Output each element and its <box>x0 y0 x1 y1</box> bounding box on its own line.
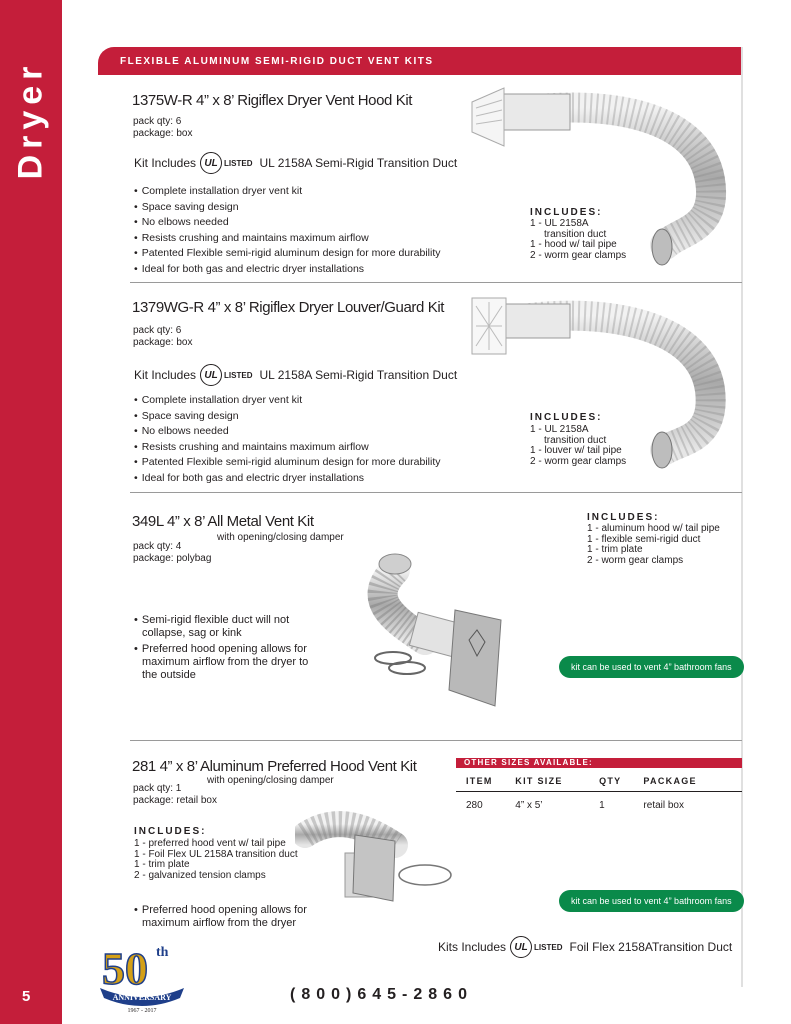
svg-text:1967 - 2017: 1967 - 2017 <box>127 1008 157 1014</box>
list-item: • Complete installation dryer vent kit <box>134 184 441 200</box>
kit-includes <box>134 152 457 174</box>
bathroom-fan-note: kit can be used to vent 4” bathroom fans <box>559 656 744 678</box>
list-item: 1 - louver w/ tail pipe <box>530 445 622 456</box>
list-item: 2 - worm gear clamps <box>530 455 627 467</box>
product-title: 349L 4” x 8’ All Metal Vent Kit <box>132 513 314 530</box>
list-item: • No elbows needed <box>134 215 441 231</box>
list-item: 1 - flexible semi-rigid duct <box>587 533 701 545</box>
table-header: ITEM KIT SIZE QTY PACKAGE <box>456 776 742 792</box>
list-item: • Complete installation dryer vent kit <box>134 393 441 409</box>
includes-list <box>587 524 720 566</box>
product-title: 281 4” x 8’ Aluminum Preferred Hood Vent Kit <box>132 758 417 775</box>
sidebar-title: Dryer <box>11 60 50 180</box>
product-title: 1375W-R 4” x 8’ Rigiflex Dryer Vent Hood Kit <box>132 92 413 109</box>
list-item: • Ideal for both gas and electric dryer installations <box>134 471 441 487</box>
list-item: transition duct <box>544 434 607 446</box>
phone-number: (800)645-2860 <box>290 986 473 1003</box>
ul-listed-icon: UL LISTED <box>200 364 255 386</box>
section-divider <box>130 740 742 741</box>
vent-hood-kit-image <box>470 80 742 280</box>
list-item: transition duct <box>544 228 607 240</box>
feature-list <box>134 614 324 685</box>
list-item: 2 - worm gear clamps <box>587 554 684 566</box>
package-type: package: box <box>133 128 193 139</box>
pack-qty: pack qty: 4 <box>133 541 182 552</box>
list-item: • Space saving design <box>134 200 441 216</box>
package-type: package: polybag <box>133 553 212 564</box>
list-item: • Space saving design <box>134 409 441 425</box>
includes-heading: INCLUDES: <box>530 412 603 423</box>
louver-guard-kit-image <box>470 290 742 480</box>
list-item: • No elbows needed <box>134 424 441 440</box>
all-metal-vent-kit-image <box>365 540 535 720</box>
preferred-hood-vent-kit-image <box>295 805 465 910</box>
list-item: 1 - Foil Flex UL 2158A transition duct <box>134 848 298 860</box>
product-subtitle: with opening/closing damper <box>207 775 334 786</box>
package-type: package: box <box>133 337 193 348</box>
list-item: • Preferred hood opening allows for maximum airflow from the dryer to the outside <box>134 643 324 682</box>
other-sizes-heading: OTHER SIZES AVAILABLE: <box>456 758 742 768</box>
list-item: 1 - hood w/ tail pipe <box>530 239 617 250</box>
kit-includes <box>134 364 457 386</box>
kit-includes-text: UL 2158A Semi-Rigid Transition Duct <box>259 156 458 170</box>
list-item: • Ideal for both gas and electric dryer installations <box>134 262 441 278</box>
kit-includes-label: Kit Includes <box>134 156 197 170</box>
kit-includes-label: Kit Includes <box>134 368 197 382</box>
section-divider <box>130 282 742 283</box>
includes-heading: INCLUDES: <box>587 512 660 523</box>
list-item: 1 - aluminum hood w/ tail pipe <box>587 523 720 534</box>
product-meta <box>133 116 193 140</box>
list-item: 1 - preferred hood vent w/ tail pipe <box>134 838 286 849</box>
banner-title: FLEXIBLE ALUMINUM SEMI-RIGID DUCT VENT KITS <box>120 56 434 67</box>
pack-qty: pack qty: 6 <box>133 325 182 336</box>
list-item: • Preferred hood opening allows for maximum airflow from the dryer <box>134 904 334 930</box>
list-item: • Resists crushing and maintains maximum airflow <box>134 231 441 247</box>
page-number: 5 <box>22 988 31 1005</box>
list-item: 1 - UL 2158A <box>530 424 589 435</box>
list-item: • Patented Flexible semi-rigid aluminum design for more durability <box>134 246 441 262</box>
product-title: 1379WG-R 4” x 8’ Rigiflex Dryer Louver/Guard Kit <box>132 299 445 316</box>
list-item: • Patented Flexible semi-rigid aluminum design for more durability <box>134 455 441 471</box>
list-item: 1 - trim plate <box>587 544 643 555</box>
list-item: 1 - trim plate <box>134 859 190 870</box>
list-item: 2 - worm gear clamps <box>530 249 627 261</box>
list-item: 2 - galvanized tension clamps <box>134 869 266 881</box>
product-meta <box>133 325 193 349</box>
svg-text:th: th <box>156 945 169 960</box>
bathroom-fan-note: kit can be used to vent 4” bathroom fans <box>559 890 744 912</box>
includes-heading: INCLUDES: <box>134 826 207 837</box>
svg-text:50: 50 <box>102 943 148 994</box>
list-item: 1 - UL 2158A <box>530 218 589 229</box>
footer-kits-includes: Kits Includes UL LISTED Foil Flex 2158ATransition Duct <box>438 936 732 958</box>
ul-listed-icon: UL LISTED <box>510 936 565 958</box>
table-row: 280 4” x 5’ 1 retail box <box>466 800 684 811</box>
list-item: • Semi-rigid flexible duct will not collapse, sag or kink <box>134 614 324 640</box>
feature-list <box>134 184 441 278</box>
product-meta <box>133 541 211 565</box>
section-banner <box>98 47 743 75</box>
pack-qty: pack qty: 6 <box>133 116 182 127</box>
includes-heading: INCLUDES: <box>530 207 603 218</box>
section-divider <box>130 492 742 493</box>
anniversary-logo-icon <box>96 936 188 1016</box>
feature-list <box>134 393 441 487</box>
svg-text:ANNIVERSARY: ANNIVERSARY <box>112 993 172 1002</box>
package-type: package: retail box <box>133 795 217 806</box>
kit-includes-text: UL 2158A Semi-Rigid Transition Duct <box>259 368 458 382</box>
list-item: • Resists crushing and maintains maximum airflow <box>134 440 441 456</box>
product-subtitle: with opening/closing damper <box>217 532 344 543</box>
includes-list <box>134 839 298 881</box>
product-meta <box>133 783 217 807</box>
pack-qty: pack qty: 1 <box>133 783 182 794</box>
other-sizes-table <box>456 776 742 811</box>
ul-listed-icon: UL LISTED <box>200 152 255 174</box>
